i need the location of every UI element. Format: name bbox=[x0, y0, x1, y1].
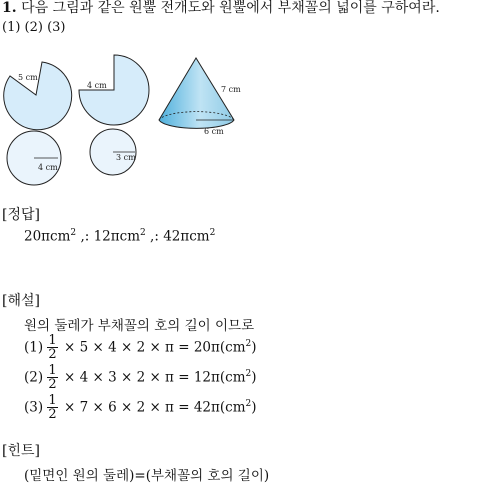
fig3-radius-label: 6 cm bbox=[204, 127, 224, 136]
question-body: 다음 그림과 같은 원뿔 전개도와 원뿔에서 부채꼴의 넓이를 구하여라. bbox=[21, 0, 440, 16]
figure-2 bbox=[79, 55, 149, 175]
fig3-slant-label: 7 cm bbox=[221, 85, 241, 94]
answer-1: 20πcm bbox=[24, 228, 71, 245]
fig2-sector-label: 4 cm bbox=[87, 81, 107, 90]
explanation-line-3: (3) $\frac{1}{2}$ × $7 \times 6 \times 2 \times \pi = 42\pi(cm^2)$ bbox=[24, 393, 257, 422]
hint-text: (밑면인 원의 둘레)=(부채꼴의 호의 길이) bbox=[24, 468, 270, 484]
question-text bbox=[2, 0, 440, 17]
fig1-circle-label: 4 cm bbox=[38, 163, 58, 172]
figure-3-cone bbox=[159, 58, 241, 136]
figures-illustration bbox=[0, 52, 260, 192]
answer-2: 12πcm bbox=[93, 228, 141, 245]
hint-heading: [힌트] bbox=[2, 443, 40, 459]
question-number: 1. bbox=[2, 0, 17, 16]
explanation-intro: 원의 둘레가 부채꼴의 호의 길이 이므로 bbox=[24, 318, 255, 334]
fig2-circle-label: 3 cm bbox=[116, 153, 136, 162]
figure-1 bbox=[4, 62, 72, 185]
explanation-line-2: (2) $\frac{1}{2}$ × $4 \times 3 \times 2 \times \pi = 12\pi(cm^2)$ bbox=[24, 363, 257, 392]
question-parts: (1) (2) (3) bbox=[2, 20, 66, 35]
explanation-heading: [해설] bbox=[2, 293, 40, 309]
fig1-sector-label: 5 cm bbox=[18, 73, 38, 82]
explanation-line-1: (1) $\frac{1}{2}$ × $5 \times 4 \times 2 \times \pi = 20\pi(cm^2)$ bbox=[24, 333, 257, 362]
answer-heading: [정답] bbox=[2, 207, 40, 223]
answer-3: 42πcm bbox=[163, 228, 210, 245]
answer-line: 20πcm$^2$ ,: 12πcm$^2$ ,: 42πcm$^2$ bbox=[24, 228, 216, 245]
